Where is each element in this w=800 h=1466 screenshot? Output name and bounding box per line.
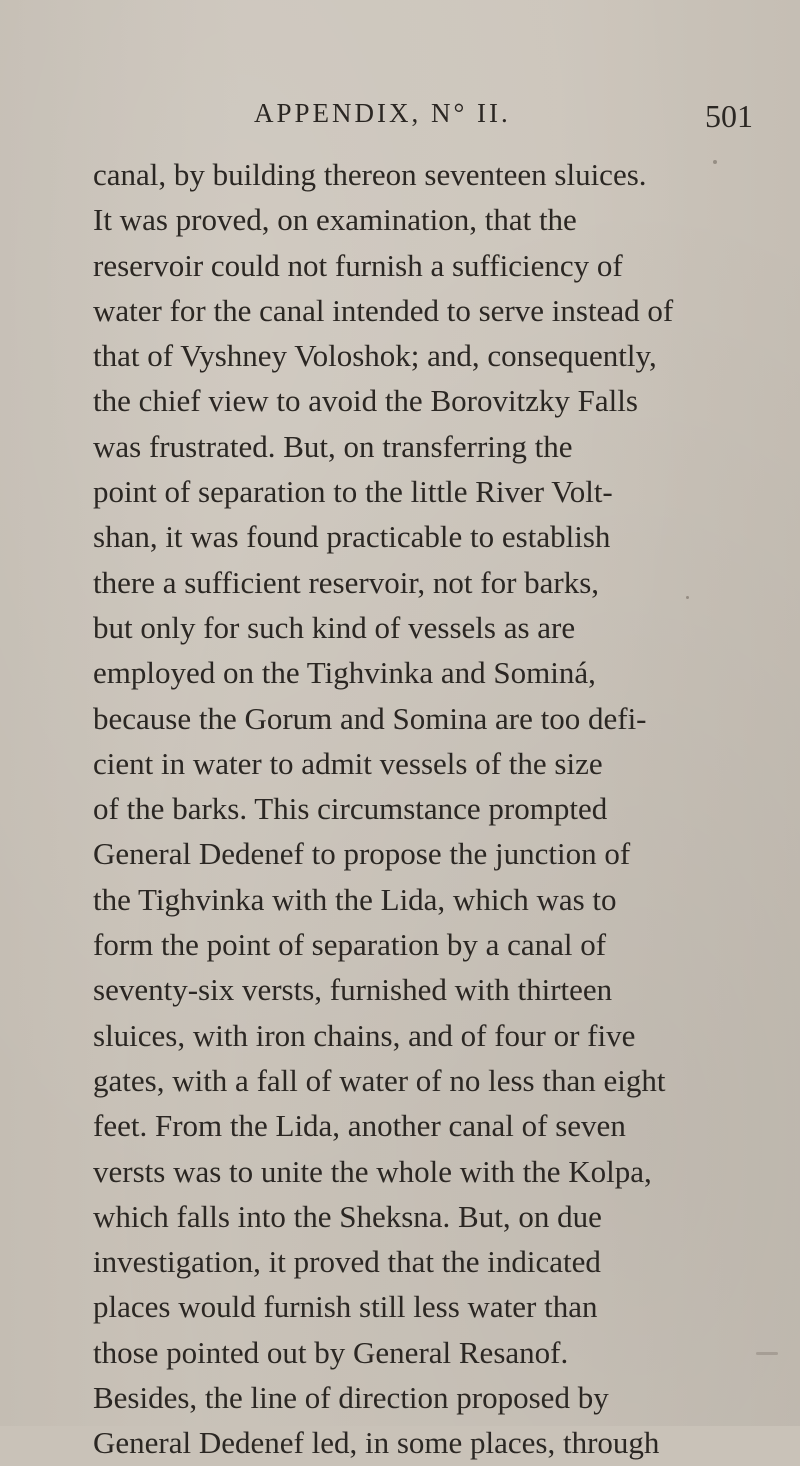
text-line: those pointed out by General Resanof. bbox=[93, 1334, 569, 1370]
paper-speck bbox=[756, 1352, 778, 1355]
text-line: shan, it was found practicable to establish bbox=[93, 519, 611, 555]
text-line: that of Vyshney Voloshok; and, consequently, bbox=[93, 338, 657, 374]
text-line: there a sufficient reservoir, not for barks, bbox=[93, 564, 600, 600]
paper-speck bbox=[713, 160, 717, 164]
text-line: General Dedenef to propose the junction of bbox=[93, 836, 631, 872]
page-header bbox=[0, 92, 800, 142]
text-line: versts was to unite the whole with the Kolpa, bbox=[93, 1153, 652, 1189]
text-line: form the point of separation by a canal of bbox=[93, 927, 607, 963]
text-line: seventy-six versts, furnished with thirteen bbox=[93, 972, 613, 1008]
page-number: 501 bbox=[705, 98, 753, 134]
text-line: General Dedenef led, in some places, through bbox=[93, 1425, 660, 1461]
text-line: but only for such kind of vessels as are bbox=[93, 609, 576, 645]
text-line: places would furnish still less water than bbox=[93, 1289, 598, 1325]
paper-speck bbox=[686, 596, 689, 599]
text-line: cient in water to admit vessels of the size bbox=[93, 745, 603, 781]
running-head: APPENDIX, N° II. bbox=[254, 98, 511, 128]
text-line: reservoir could not furnish a sufficiency of bbox=[93, 247, 623, 283]
text-line: because the Gorum and Somina are too defi- bbox=[93, 700, 647, 736]
text-line: water for the canal intended to serve instead of bbox=[93, 292, 674, 328]
text-line: feet. From the Lida, another canal of seven bbox=[93, 1108, 626, 1144]
text-line: investigation, it proved that the indicated bbox=[93, 1244, 601, 1280]
text-line: sluices, with iron chains, and of four or five bbox=[93, 1017, 636, 1053]
text-line: point of separation to the little River Volt- bbox=[93, 474, 613, 510]
text-line: the Tighvinka with the Lida, which was to bbox=[93, 881, 617, 917]
text-line: was frustrated. But, on transferring the bbox=[93, 428, 573, 464]
text-line: canal, by building thereon seventeen sluices. bbox=[93, 157, 647, 192]
body-text bbox=[93, 152, 674, 1466]
text-line: the chief view to avoid the Borovitzky Falls bbox=[93, 383, 638, 419]
text-line: It was proved, on examination, that the bbox=[93, 202, 577, 238]
text-line: employed on the Tighvinka and Sominá, bbox=[93, 655, 596, 691]
text-line: of the barks. This circumstance prompted bbox=[93, 791, 608, 827]
text-line: Besides, the line of direction proposed by bbox=[93, 1380, 609, 1416]
text-line: gates, with a fall of water of no less than eight bbox=[93, 1062, 666, 1098]
text-line: which falls into the Sheksna. But, on due bbox=[93, 1198, 602, 1234]
